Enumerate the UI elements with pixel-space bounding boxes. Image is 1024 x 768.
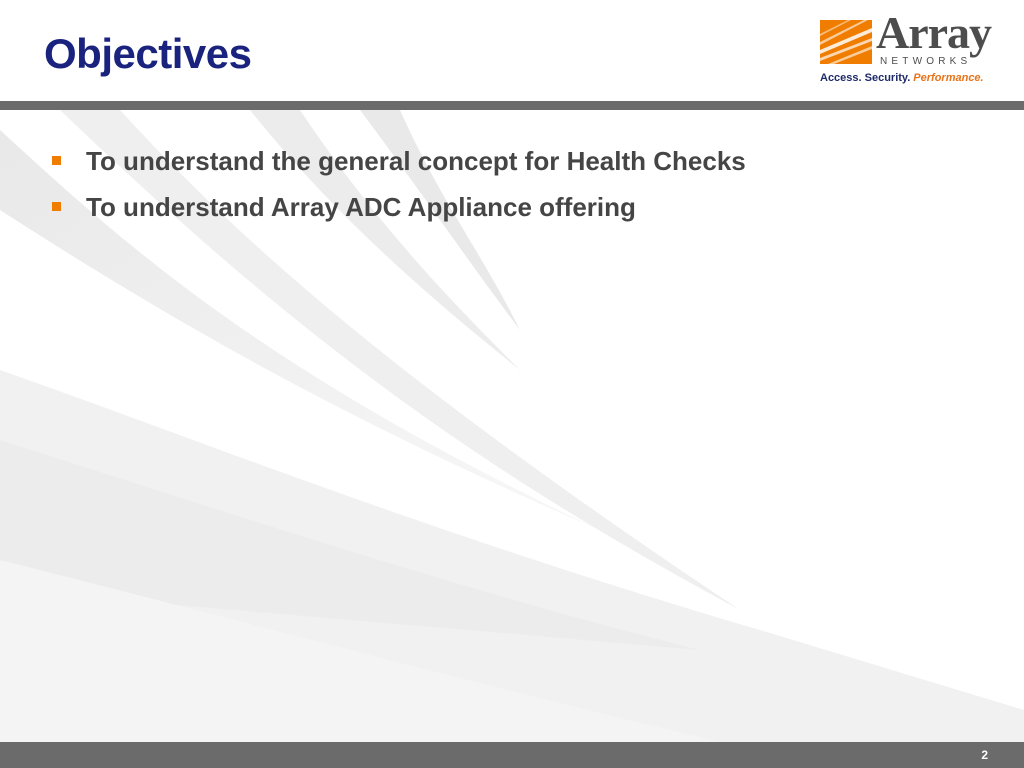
logo-wordmark: Array [876,7,992,58]
list-item [50,186,746,232]
logo-tagline [820,72,984,84]
header-divider [0,101,1024,110]
bullet-text: To understand Array ADC Appliance offering [86,192,636,222]
logo-networks-text: NETWORKS [880,56,972,67]
bullet-text: To understand the general concept for Health Checks [86,146,746,176]
slide-title: Objectives [44,30,252,77]
array-logo-mark-icon [820,20,872,64]
objectives-list [50,140,746,232]
logo-tagline-prefix: Access. Security. [820,72,911,84]
footer-bar [0,742,1024,768]
array-networks-logo [818,7,1008,90]
square-bullet-icon [52,202,61,211]
logo-tagline-accent: Performance. [913,72,984,84]
list-item [50,140,746,186]
square-bullet-icon [52,156,61,165]
page-number: 2 [981,748,988,762]
